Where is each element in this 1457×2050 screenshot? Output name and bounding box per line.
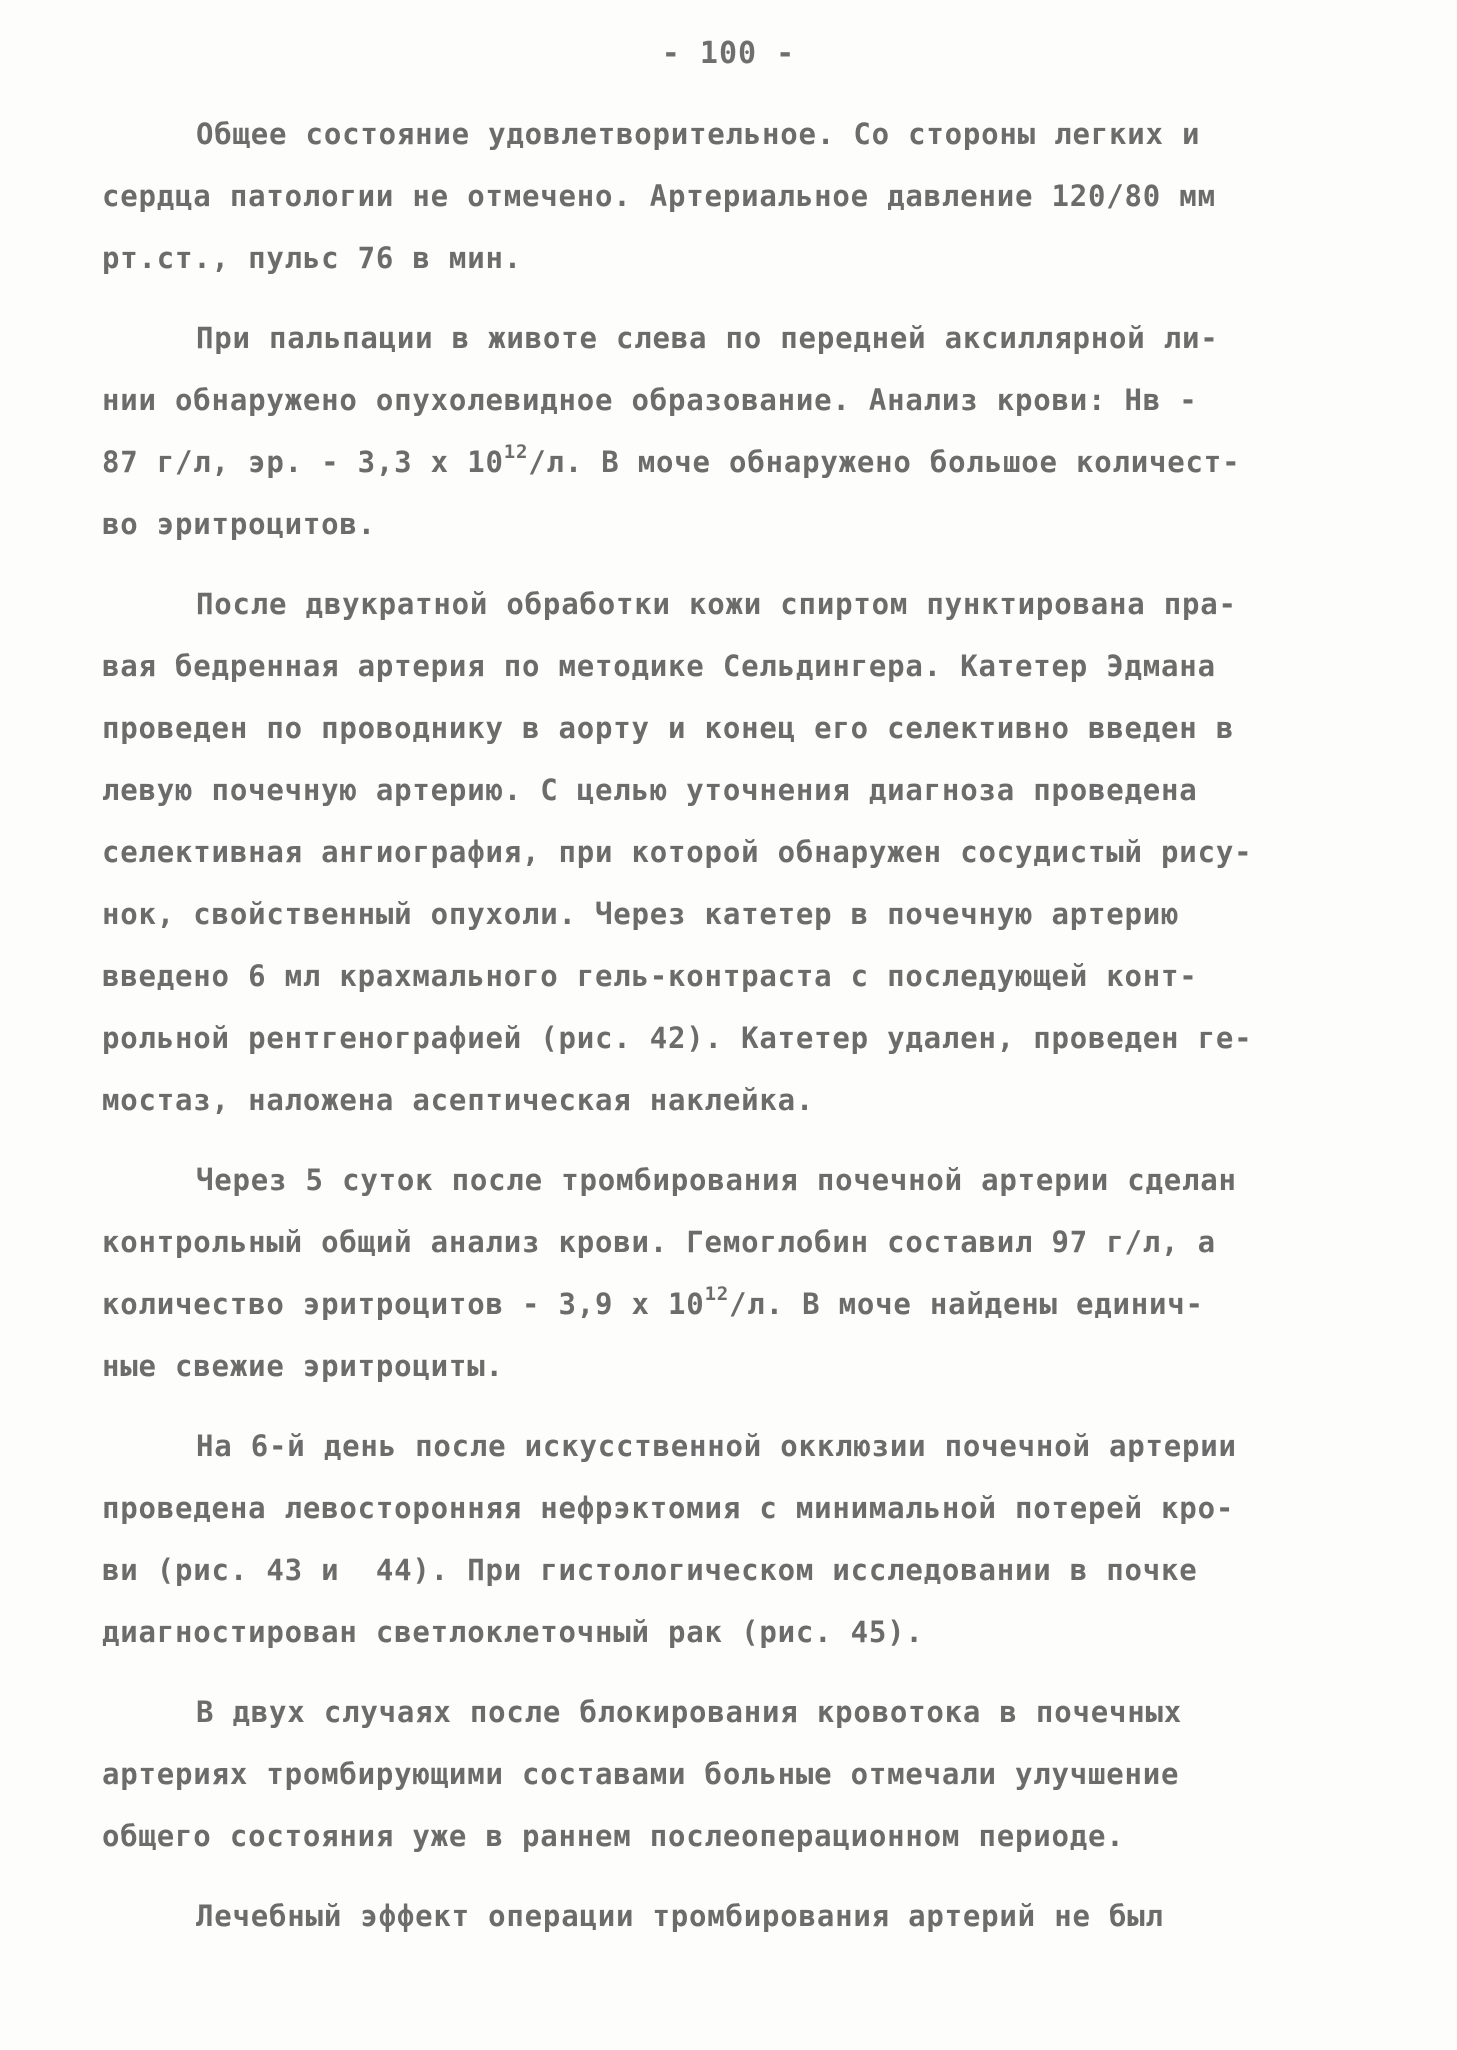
text-line: Общее состояние удовлетворительное. Со стороны легких и — [196, 117, 1201, 151]
text-line: После двукратной обработки кожи спиртом пунктирована пра- — [196, 587, 1237, 621]
text-line: вая бедренная артерия по методике Сельдингера. Катетер Эдмана — [102, 649, 1216, 683]
text-segment: количество эритроцитов - 3,9 х 10 — [102, 1287, 705, 1321]
text-line: введено 6 мл крахмального гель-контраста с последующей конт- — [102, 959, 1198, 993]
text-line: При пальпации в животе слева по передней аксиллярной ли- — [196, 321, 1219, 355]
text-segment: /л. В моче найдены единич- — [729, 1287, 1204, 1321]
text-line: диагностирован светлоклеточный рак (рис. 45). — [102, 1615, 924, 1649]
paragraph — [102, 1149, 1382, 1397]
text-line: Лечебный эффект операции тромбирования артерий не был — [196, 1899, 1164, 1933]
text-line: нок, свойственный опухоли. Через катетер в почечную артерию — [102, 897, 1180, 931]
text-line-with-exponent — [102, 431, 1382, 493]
text-segment: /л. В моче обнаружено большое количест- — [528, 445, 1241, 479]
text-line: В двух случаях после блокирования кровотока в почечных — [196, 1695, 1183, 1729]
text-line: рт.ст., пульс 76 в мин. — [102, 241, 522, 275]
exponent: 12 — [704, 1283, 730, 1305]
text-line: проведена левосторонняя нефрэктомия с минимальной потерей кро- — [102, 1491, 1235, 1525]
text-line: Через 5 суток после тромбирования почечной артерии сделан — [196, 1163, 1237, 1197]
document-body — [102, 103, 1382, 1947]
exponent: 12 — [503, 441, 529, 463]
text-line: мостаз, наложена асептическая наклейка. — [102, 1083, 815, 1117]
text-line: сердца патологии не отмечено. Артериальное давление 120/80 мм — [102, 179, 1216, 213]
paragraph — [102, 1885, 1382, 1947]
text-line: артериях тромбирующими составами больные отмечали улучшение — [102, 1757, 1180, 1791]
text-line: ви (рис. 43 и 44). При гистологическом исследовании в почке — [102, 1553, 1198, 1587]
text-line: ные свежие эритроциты. — [102, 1349, 504, 1383]
text-line: селективная ангиография, при которой обнаружен сосудистый рису- — [102, 835, 1253, 869]
text-line: общего состояния уже в раннем послеоперационном периоде. — [102, 1819, 1125, 1853]
paragraph — [102, 307, 1382, 555]
text-line: левую почечную артерию. С целью уточнения диагноза проведена — [102, 773, 1198, 807]
paragraph — [102, 573, 1382, 1131]
page-number: - 100 - — [661, 36, 796, 71]
text-line: нии обнаружено опухолевидное образование. Анализ крови: Нв - — [102, 383, 1198, 417]
text-line: во эритроцитов. — [102, 507, 376, 541]
text-line-with-exponent — [102, 1273, 1382, 1335]
text-line: рольной рентгенографией (рис. 42). Катетер удален, проведен ге- — [102, 1021, 1253, 1055]
text-line: контрольный общий анализ крови. Гемоглобин составил 97 г/л, а — [102, 1225, 1216, 1259]
paragraph — [102, 1415, 1382, 1663]
paragraph — [102, 103, 1382, 289]
text-line: На 6-й день после искусственной окклюзии почечной артерии — [196, 1429, 1237, 1463]
text-segment: 87 г/л, эр. - 3,3 х 10 — [102, 445, 504, 479]
text-line: проведен по проводнику в аорту и конец его селективно введен в — [102, 711, 1235, 745]
paragraph — [102, 1681, 1382, 1867]
